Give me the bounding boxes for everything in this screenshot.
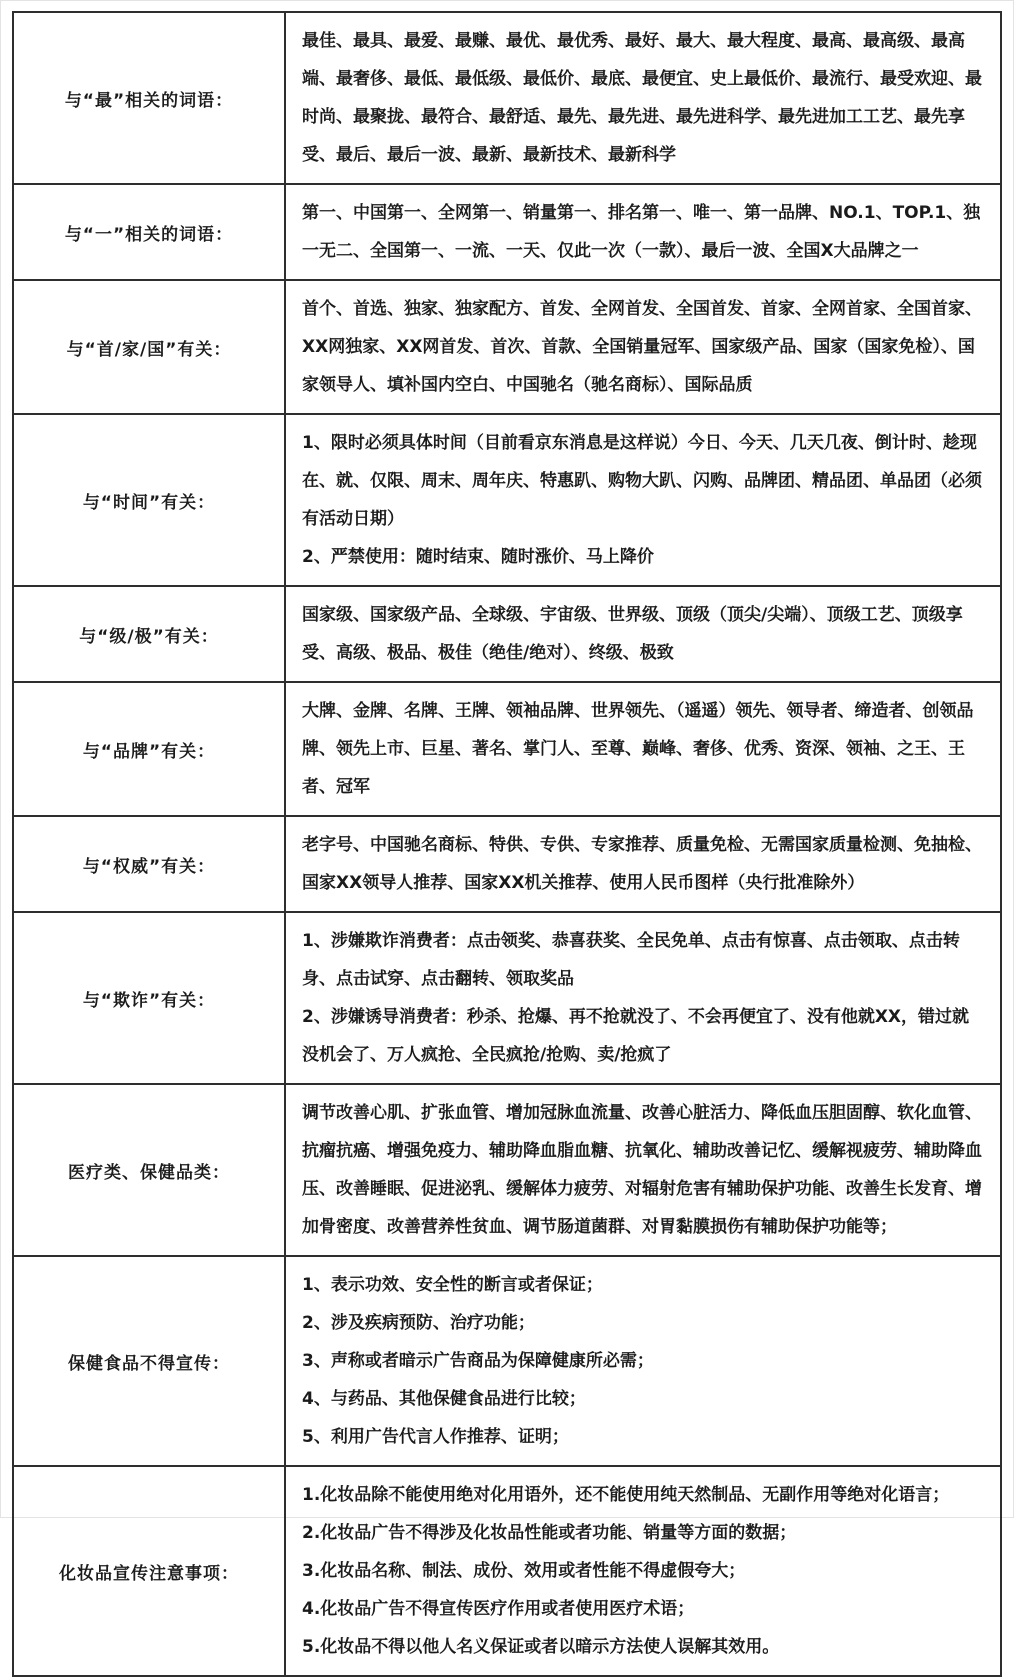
table-body: [13, 12, 1001, 1676]
table-row: [13, 1084, 1001, 1256]
category-label: 与“首/家/国”有关：: [13, 280, 285, 414]
category-content: [285, 1466, 1001, 1676]
content-paragraph: 老字号、中国驰名商标、特供、专供、专家推荐、质量免检、无需国家质量检测、免抽检、国家XX领导人推荐、国家XX机关推荐、使用人民币图样（央行批准除外）: [302, 835, 982, 893]
forbidden-words-table: [12, 11, 1002, 1677]
category-label: 与“最”相关的词语：: [13, 12, 285, 184]
table-row: [13, 184, 1001, 280]
content-paragraph: 2、严禁使用：随时结束、随时涨价、马上降价: [302, 547, 654, 567]
table-row: [13, 586, 1001, 682]
category-label: 与“时间”有关：: [13, 414, 285, 586]
category-content: [285, 816, 1001, 912]
table-row: [13, 12, 1001, 184]
category-label: 与“权威”有关：: [13, 816, 285, 912]
content-paragraph: 国家级、国家级产品、全球级、宇宙级、世界级、顶级（顶尖/尖端）、顶级工艺、顶级享受、高级、极品、极佳（绝佳/绝对）、终级、极致: [302, 605, 963, 663]
category-content: [285, 1256, 1001, 1466]
table-row: [13, 912, 1001, 1084]
content-paragraph: 4、与药品、其他保健食品进行比较；: [302, 1389, 586, 1409]
table-row: [13, 280, 1001, 414]
category-content: [285, 1084, 1001, 1256]
category-content: [285, 414, 1001, 586]
category-content: [285, 682, 1001, 816]
table-row: [13, 1466, 1001, 1676]
table-row: [13, 414, 1001, 586]
content-paragraph: 1、表示功效、安全性的断言或者保证；: [302, 1275, 603, 1295]
content-paragraph: 1、涉嫌欺诈消费者：点击领奖、恭喜获奖、全民免单、点击有惊喜、点击领取、点击转身、点击试穿、点击翻转、领取奖品: [302, 931, 960, 989]
table-row: [13, 682, 1001, 816]
content-paragraph: 2、涉嫌诱导消费者：秒杀、抢爆、再不抢就没了、不会再便宜了、没有他就XX，错过就没机会了、万人疯抢、全民疯抢/抢购、卖/抢疯了: [302, 1007, 970, 1065]
content-paragraph: 调节改善心肌、扩张血管、增加冠脉血流量、改善心脏活力、降低血压胆固醇、软化血管、抗瘤抗癌、增强免疫力、辅助降血脂血糖、抗氧化、辅助改善记忆、缓解视疲劳、辅助降血压、改善睡眠、促进泌乳、缓解体力疲劳、对辐射危害有辅助保护功能、改善生长发育、增加骨密度、改善营养性贫血、调节肠道菌群、对胃黏膜损伤有辅助保护功能等；: [302, 1103, 982, 1237]
content-paragraph: 大牌、金牌、名牌、王牌、领袖品牌、世界领先、（遥遥）领先、领导者、缔造者、创领品牌、领先上市、巨星、著名、掌门人、至尊、巅峰、奢侈、优秀、资深、领袖、之王、王者、冠军: [302, 701, 974, 797]
content-paragraph: 2.化妆品广告不得涉及化妆品性能或者功能、销量等方面的数据；: [302, 1523, 797, 1543]
category-content: [285, 912, 1001, 1084]
category-content: [285, 184, 1001, 280]
content-paragraph: 4.化妆品广告不得宣传医疗作用或者使用医疗术语；: [302, 1599, 695, 1619]
category-content: [285, 12, 1001, 184]
category-label: 化妆品宣传注意事项：: [13, 1466, 285, 1676]
category-content: [285, 280, 1001, 414]
content-paragraph: 最佳、最具、最爱、最赚、最优、最优秀、最好、最大、最大程度、最高、最高级、最高端、最奢侈、最低、最低级、最低价、最底、最便宜、史上最低价、最流行、最受欢迎、最时尚、最聚拢、最符合、最舒适、最先、最先进、最先进科学、最先进加工工艺、最先享受、最后、最后一波、最新、最新技术、最新科学: [302, 31, 982, 165]
content-paragraph: 5、利用广告代言人作推荐、证明；: [302, 1427, 569, 1447]
table-row: [13, 816, 1001, 912]
category-label: 与“品牌”有关：: [13, 682, 285, 816]
category-content: [285, 586, 1001, 682]
content-paragraph: 5.化妆品不得以他人名义保证或者以暗示方法使人误解其效用。: [302, 1637, 780, 1657]
category-label: 与“欺诈”有关：: [13, 912, 285, 1084]
category-label: 保健食品不得宣传：: [13, 1256, 285, 1466]
category-label: 与“级/极”有关：: [13, 586, 285, 682]
table-row: [13, 1256, 1001, 1466]
content-paragraph: 2、涉及疾病预防、治疗功能；: [302, 1313, 535, 1333]
content-paragraph: 第一、中国第一、全网第一、销量第一、排名第一、唯一、第一品牌、NO.1、TOP.1、独一无二、全国第一、一流、一天、仅此一次（一款）、最后一波、全国X大品牌之一: [302, 203, 981, 261]
content-paragraph: 首个、首选、独家、独家配方、首发、全网首发、全国首发、首家、全网首家、全国首家、XX网独家、XX网首发、首次、首款、全国销量冠军、国家级产品、国家（国家免检）、国家领导人、填补国内空白、中国驰名（驰名商标）、国际品质: [302, 299, 982, 395]
category-label: 医疗类、保健品类：: [13, 1084, 285, 1256]
content-paragraph: 1.化妆品除不能使用绝对化用语外，还不能使用纯天然制品、无副作用等绝对化语言；: [302, 1485, 950, 1505]
category-label: 与“一”相关的词语：: [13, 184, 285, 280]
content-paragraph: 3、声称或者暗示广告商品为保障健康所必需；: [302, 1351, 654, 1371]
content-paragraph: 3.化妆品名称、制法、成份、效用或者性能不得虚假夸大；: [302, 1561, 746, 1581]
content-paragraph: 1、限时必须具体时间（目前看京东消息是这样说）今日、今天、几天几夜、倒计时、趁现在、就、仅限、周末、周年庆、特惠趴、购物大趴、闪购、品牌团、精品团、单品团（必须有活动日期）: [302, 433, 982, 529]
